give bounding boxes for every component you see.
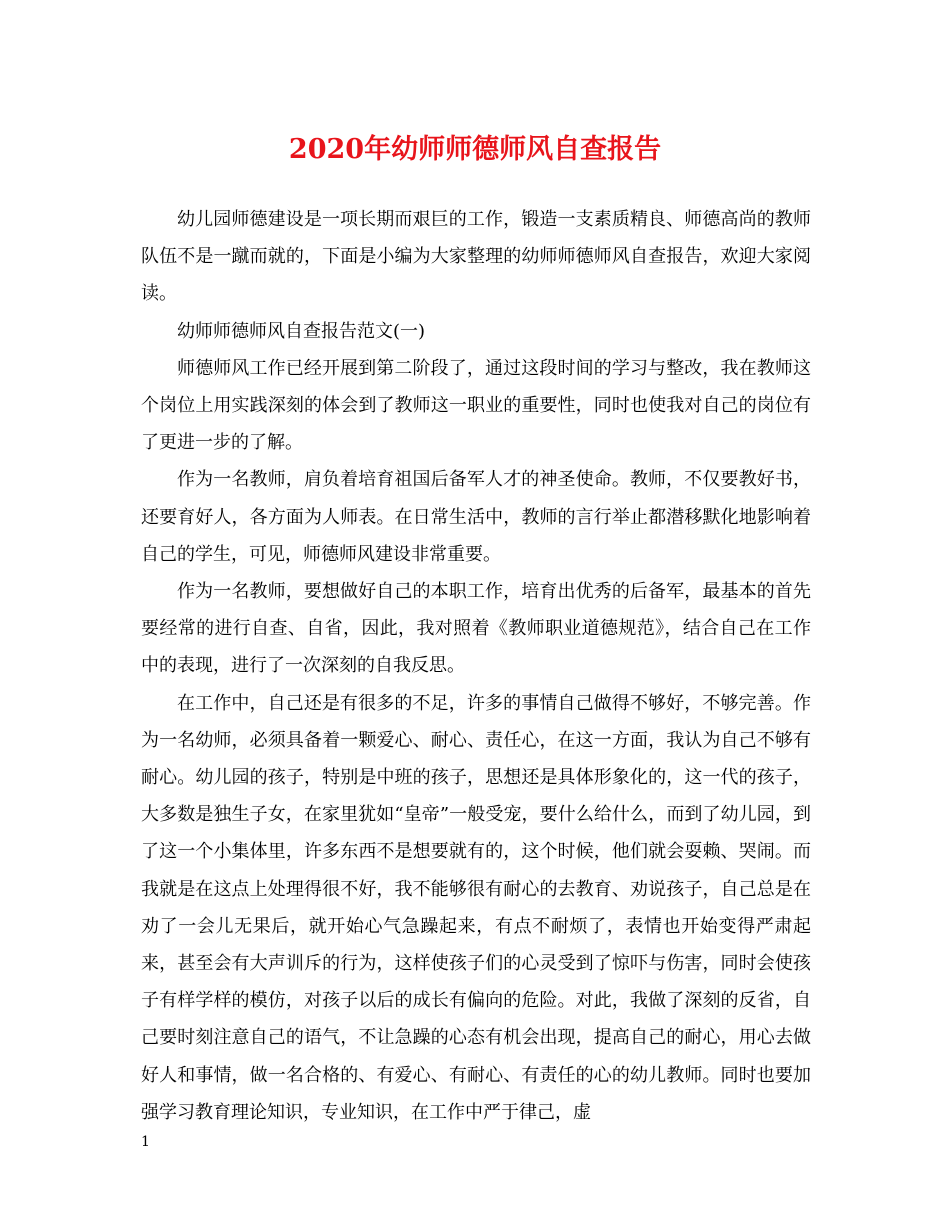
body-paragraph-2: 作为一名教师，肩负着培育祖国后备军人才的神圣使命。教师，不仅要教好书，还要育好人，各方面为人师表。在日常生活中，教师的言行举止都潜移默化地影响着自己的学生，可见，师德师风建设非常重要。 bbox=[141, 469, 811, 565]
document-body bbox=[141, 201, 811, 1131]
body-paragraph-1: 师德师风工作已经开展到第二阶段了，通过这段时间的学习与整改，我在教师这个岗位上用实践深刻的体会到了教师这一职业的重要性，同时也使我对自己的岗位有了更进一步的了解。 bbox=[141, 357, 811, 454]
intro-paragraph: 幼儿园师德建设是一项长期而艰巨的工作，锻造一支素质精良、师德高尚的教师队伍不是一蹴而就的，下面是小编为大家整理的幼师师德师风自查报告，欢迎大家阅读。 bbox=[141, 209, 811, 305]
document-title: 2020年幼师师德师风自查报告 bbox=[288, 134, 662, 165]
body-paragraph-4: 在工作中，自己还是有很多的不足，许多的事情自己做得不够好，不够完善。作为一名幼师，必须具备着一颗爱心、耐心、责任心，在这一方面，我认为自己不够有耐心。幼儿园的孩子，特别是中班的孩子，思想还是具体形象化的，这一代的孩子，大多数是独生子女，在家里犹如“皇帝”一般受宠，要什么给什么，而到了幼儿园，到了这一个小集体里，许多东西不是想要就有的，这个时候，他们就会耍赖、哭闹。而我就是在这点上处理得很不好，我不能够很有耐心的去教育、劝说孩子，自己总是在劝了一会儿无果后，就开始心气急躁起来，有点不耐烦了，表情也开始变得严肃起来，甚至会有大声训斥的行为，这样使孩子们的心灵受到了惊吓与伤害，同时会使孩子有样学样的模仿，对孩子以后的成长有偏向的危险。对此，我做了深刻的反省，自己要时刻注意自己的语气，不让急躁的心态有机会出现，提高自己的耐心，用心去做好人和事情，做一名合格的、有爱心、有耐心、有责任的心的幼儿教师。同时也要加强学习教育理论知识，专业知识，在工作中严于律己，虚 bbox=[141, 692, 811, 1123]
page-number: 1 bbox=[141, 1134, 150, 1150]
section-heading: 幼师师德师风自查报告范文(一) bbox=[177, 320, 426, 342]
body-paragraph-3: 作为一名教师，要想做好自己的本职工作，培育出优秀的后备军，最基本的首先要经常的进行自查、自省，因此，我对照着《教师职业道德规范》，结合自己在工作中的表现，进行了一次深刻的自我反思。 bbox=[141, 581, 811, 677]
